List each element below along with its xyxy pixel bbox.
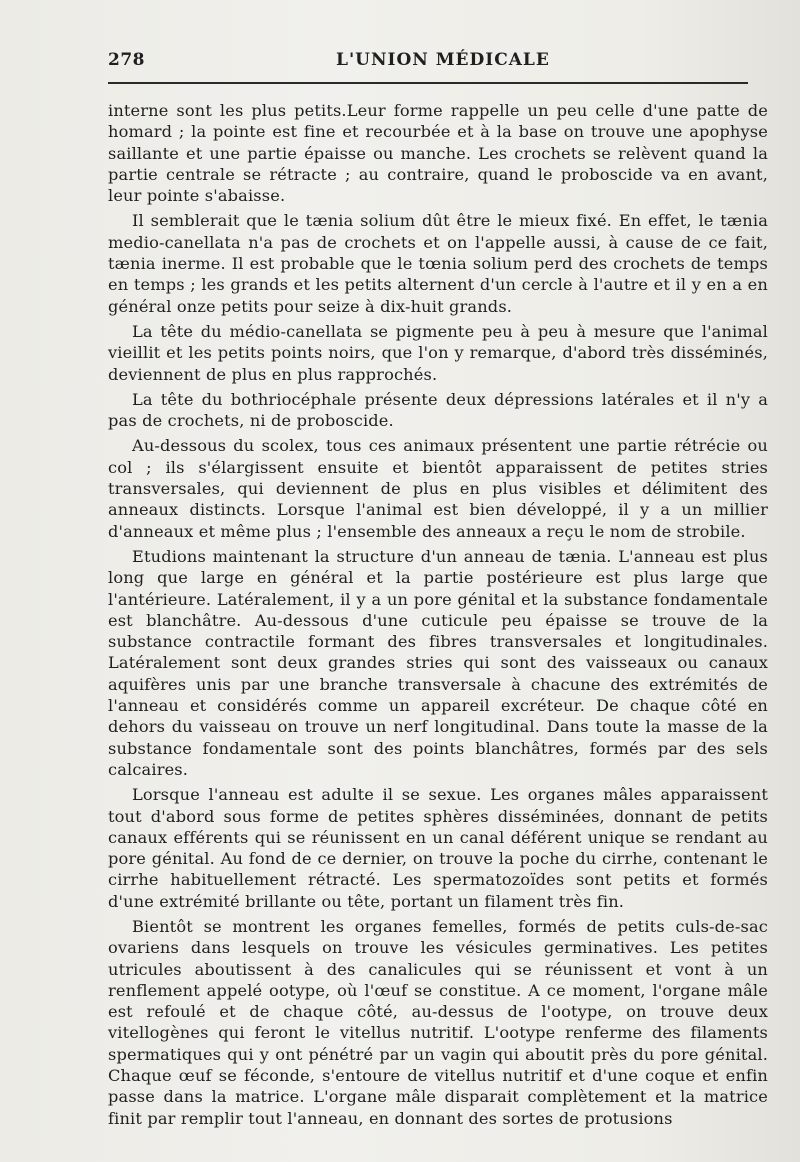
paragraph-5: Au-dessous du scolex, tous ces animaux présentent une partie rétrécie ou col ; ils s'élargissent ensuite et bientôt apparaissent de petites stries transversales, qui deviennent de plus en plus visibles et délimitent des anneaux distincts. Lorsque l'animal est bien développé, il y a un millier d'anneaux et même plus ; l'ensemble des anneaux a reçu le nom de strobile. [108, 436, 768, 541]
paragraph-6: Etudions maintenant la structure d'un anneau de tænia. L'anneau est plus long que large en général et la partie postérieure est plus large que l'antérieure. Latéralement, il y a un pore génital et la substance fondamentale est blanchâtre. Au-dessous d'une cuticule peu épaisse se trouve de la substance contractile formant des fibres transversales et longitudinales. Latéralement sont deux grandes stries qui sont des vaisseaux ou canaux aquifères unis par une branche transversale à chacune des extrémités de l'anneau et considérés comme un appareil excréteur. De chaque côté en dehors du vaisseau on trouve un nerf longitudinal. Dans toute la masse de la substance fondamentale sont des points blanchâtres, formés par des sels calcaires. [108, 546, 768, 779]
paragraph-8: Bientôt se montrent les organes femelles, formés de petits culs-de-sac ovariens dans lesquels on trouve les vésicules germinatives. Les petites utricules aboutissent à des canalicules qui se réunissent et vont à un renflement appelé ootype, où l'œuf se constitue. A ce moment, l'organe mâle est refoulé et de chaque côté, au-dessus de l'ootype, on trouve deux vitellogènes qui feront le vitellus nutritif. L'ootype renferme des filaments spermatiques qui y ont pénétré par un vagin qui aboutit près du pore génital. Chaque œuf se féconde, s'entoure de vitellus nutritif et d'une coque et enfin passe dans la matrice. L'organe mâle disparait complètement et la matrice finit par remplir tout l'anneau, en donnant des sortes de protusions [108, 916, 768, 1128]
paragraph-2: Il semblerait que le tænia solium dût être le mieux fixé. En effet, le tænia medio-canellata n'a pas de crochets et on l'appelle aussi, à cause de ce fait, tænia inerme. Il est probable que le tœnia solium perd des crochets de temps en temps ; les grands et les petits alternent d'un cercle à l'autre et il y en a en général onze petits pour seize à dix-huit grands. [108, 211, 768, 316]
article-body [108, 100, 768, 1133]
page-number: 278 [108, 50, 145, 70]
paragraph-4: La tête du bothriocéphale présente deux dépressions latérales et il n'y a pas de crochets, ni de proboscide. [108, 389, 768, 431]
running-title: L'UNION MÉDICALE [336, 50, 550, 70]
page-header [108, 48, 738, 74]
paragraph-3: La tête du médio-canellata se pigmente peu à peu à mesure que l'animal vieillit et les petits points noirs, que l'on y remarque, d'abord très disséminés, deviennent de plus en plus rapprochés. [108, 321, 768, 384]
header-rule [108, 82, 748, 84]
paragraph-1: interne sont les plus petits.Leur forme rappelle un peu celle d'une patte de homard ; la pointe est fine et recourbée et à la base on trouve une apophyse saillante et une partie épaisse ou manche. Les crochets se relèvent quand la partie centrale se rétracte ; au contraire, quand le proboscide va en avant, leur pointe s'abaisse. [108, 101, 768, 206]
paragraph-7: Lorsque l'anneau est adulte il se sexue. Les organes mâles apparaissent tout d'abord sous forme de petites sphères disséminées, donnant de petits canaux efférents qui se réunissent en un canal déférent unique se rendant au pore génital. Au fond de ce dernier, on trouve la poche du cirrhe, contenant le cirrhe habituellement rétracté. Les spermatozoïdes sont petits et formés d'une extrémité brillante ou tête, portant un filament très fin. [108, 785, 768, 911]
